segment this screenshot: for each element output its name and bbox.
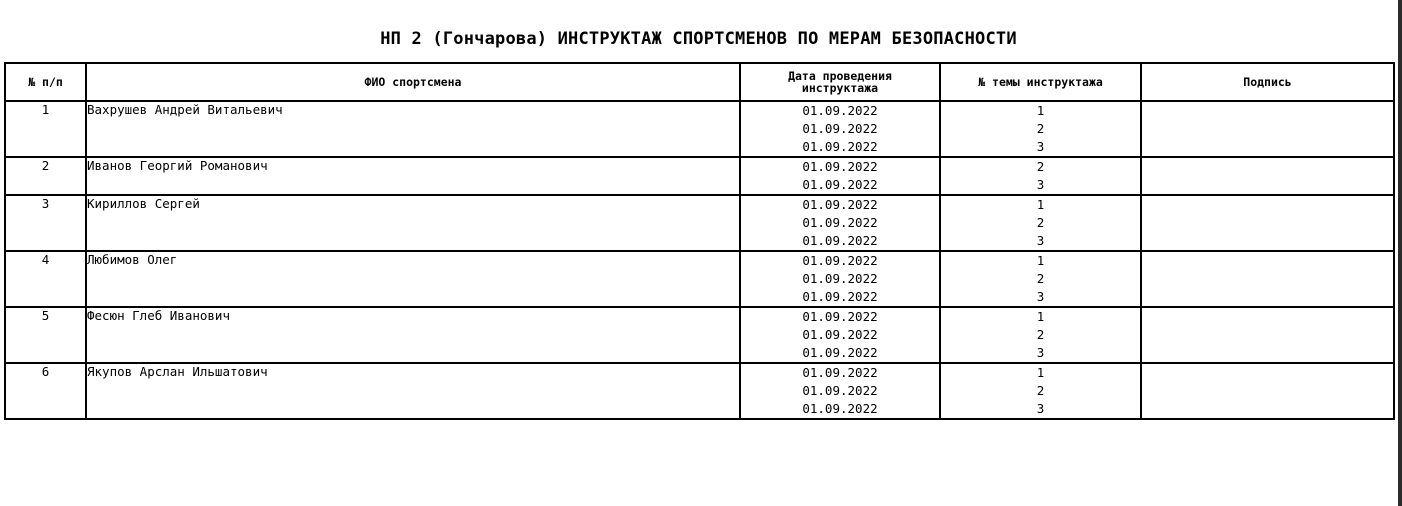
row-number: 4 <box>5 251 86 307</box>
row-number: 2 <box>5 157 86 195</box>
topic-number: 2 <box>1036 271 1045 286</box>
signature-cell <box>1141 251 1394 307</box>
col-header-date-line2: инструктажа <box>801 81 879 95</box>
signature-cell <box>1141 363 1394 419</box>
athlete-name: Якупов Арслан Ильшатович <box>86 363 740 419</box>
briefing-date: 01.09.2022 <box>802 401 878 416</box>
athlete-name: Фесюн Глеб Иванович <box>86 307 740 363</box>
briefing-date: 01.09.2022 <box>802 309 878 324</box>
athlete-name: Кириллов Сергей <box>86 195 740 251</box>
briefing-topics <box>940 195 1141 251</box>
topic-number: 3 <box>1036 233 1045 248</box>
row-number: 6 <box>5 363 86 419</box>
signature-cell <box>1141 157 1394 195</box>
briefing-date: 01.09.2022 <box>802 289 878 304</box>
athlete-name: Вахрушев Андрей Витальевич <box>86 101 740 157</box>
topic-number: 2 <box>1036 159 1045 174</box>
topic-number: 1 <box>1036 309 1045 324</box>
table-row <box>5 195 1394 251</box>
briefing-date: 01.09.2022 <box>802 233 878 248</box>
row-number: 1 <box>5 101 86 157</box>
briefing-topics <box>940 157 1141 195</box>
briefing-dates <box>740 307 940 363</box>
briefing-date: 01.09.2022 <box>802 177 878 192</box>
row-number: 3 <box>5 195 86 251</box>
topic-number: 1 <box>1036 103 1045 118</box>
topic-number: 2 <box>1036 215 1045 230</box>
briefing-dates <box>740 363 940 419</box>
athlete-name: Любимов Олег <box>86 251 740 307</box>
topic-number: 3 <box>1036 139 1045 154</box>
signature-cell <box>1141 101 1394 157</box>
table-row <box>5 307 1394 363</box>
col-header-signature: Подпись <box>1141 63 1394 101</box>
topic-number: 2 <box>1036 383 1045 398</box>
col-header-name: ФИО спортсмена <box>86 63 740 101</box>
col-header-num: № п/п <box>5 63 86 101</box>
briefing-topics <box>940 307 1141 363</box>
table-row <box>5 251 1394 307</box>
briefing-date: 01.09.2022 <box>802 365 878 380</box>
briefing-date: 01.09.2022 <box>802 121 878 136</box>
table-row <box>5 157 1394 195</box>
briefing-date: 01.09.2022 <box>802 383 878 398</box>
briefing-date: 01.09.2022 <box>802 215 878 230</box>
briefing-date: 01.09.2022 <box>802 103 878 118</box>
topic-number: 3 <box>1036 401 1045 416</box>
briefing-date: 01.09.2022 <box>802 345 878 360</box>
page-edge-divider <box>1398 0 1402 506</box>
briefing-date: 01.09.2022 <box>802 271 878 286</box>
signature-cell <box>1141 307 1394 363</box>
signature-cell <box>1141 195 1394 251</box>
page-title: НП 2 (Гончарова) ИНСТРУКТАЖ СПОРТСМЕНОВ ПО МЕРАМ БЕЗОПАСНОСТИ <box>380 29 1017 49</box>
topic-number: 3 <box>1036 177 1045 192</box>
briefing-dates <box>740 101 940 157</box>
briefing-dates <box>740 195 940 251</box>
col-header-date <box>740 63 940 101</box>
topic-number: 3 <box>1036 345 1045 360</box>
row-number: 5 <box>5 307 86 363</box>
briefing-dates <box>740 157 940 195</box>
topic-number: 2 <box>1036 327 1045 342</box>
briefing-date: 01.09.2022 <box>802 139 878 154</box>
topic-number: 1 <box>1036 197 1045 212</box>
briefing-date: 01.09.2022 <box>802 197 878 212</box>
briefing-topics <box>940 363 1141 419</box>
briefing-date: 01.09.2022 <box>802 159 878 174</box>
col-header-date-line1: Дата проведения <box>788 69 892 83</box>
topic-number: 2 <box>1036 121 1045 136</box>
topic-number: 1 <box>1036 253 1045 268</box>
col-header-topic: № темы инструктажа <box>940 63 1141 101</box>
table-row <box>5 101 1394 157</box>
athlete-name: Иванов Георгий Романович <box>86 157 740 195</box>
briefing-dates <box>740 251 940 307</box>
topic-number: 1 <box>1036 365 1045 380</box>
topic-number: 3 <box>1036 289 1045 304</box>
briefing-date: 01.09.2022 <box>802 253 878 268</box>
briefing-table <box>4 62 1395 420</box>
briefing-topics <box>940 251 1141 307</box>
briefing-topics <box>940 101 1141 157</box>
table-header-row <box>5 63 1394 101</box>
briefing-date: 01.09.2022 <box>802 327 878 342</box>
table-row <box>5 363 1394 419</box>
